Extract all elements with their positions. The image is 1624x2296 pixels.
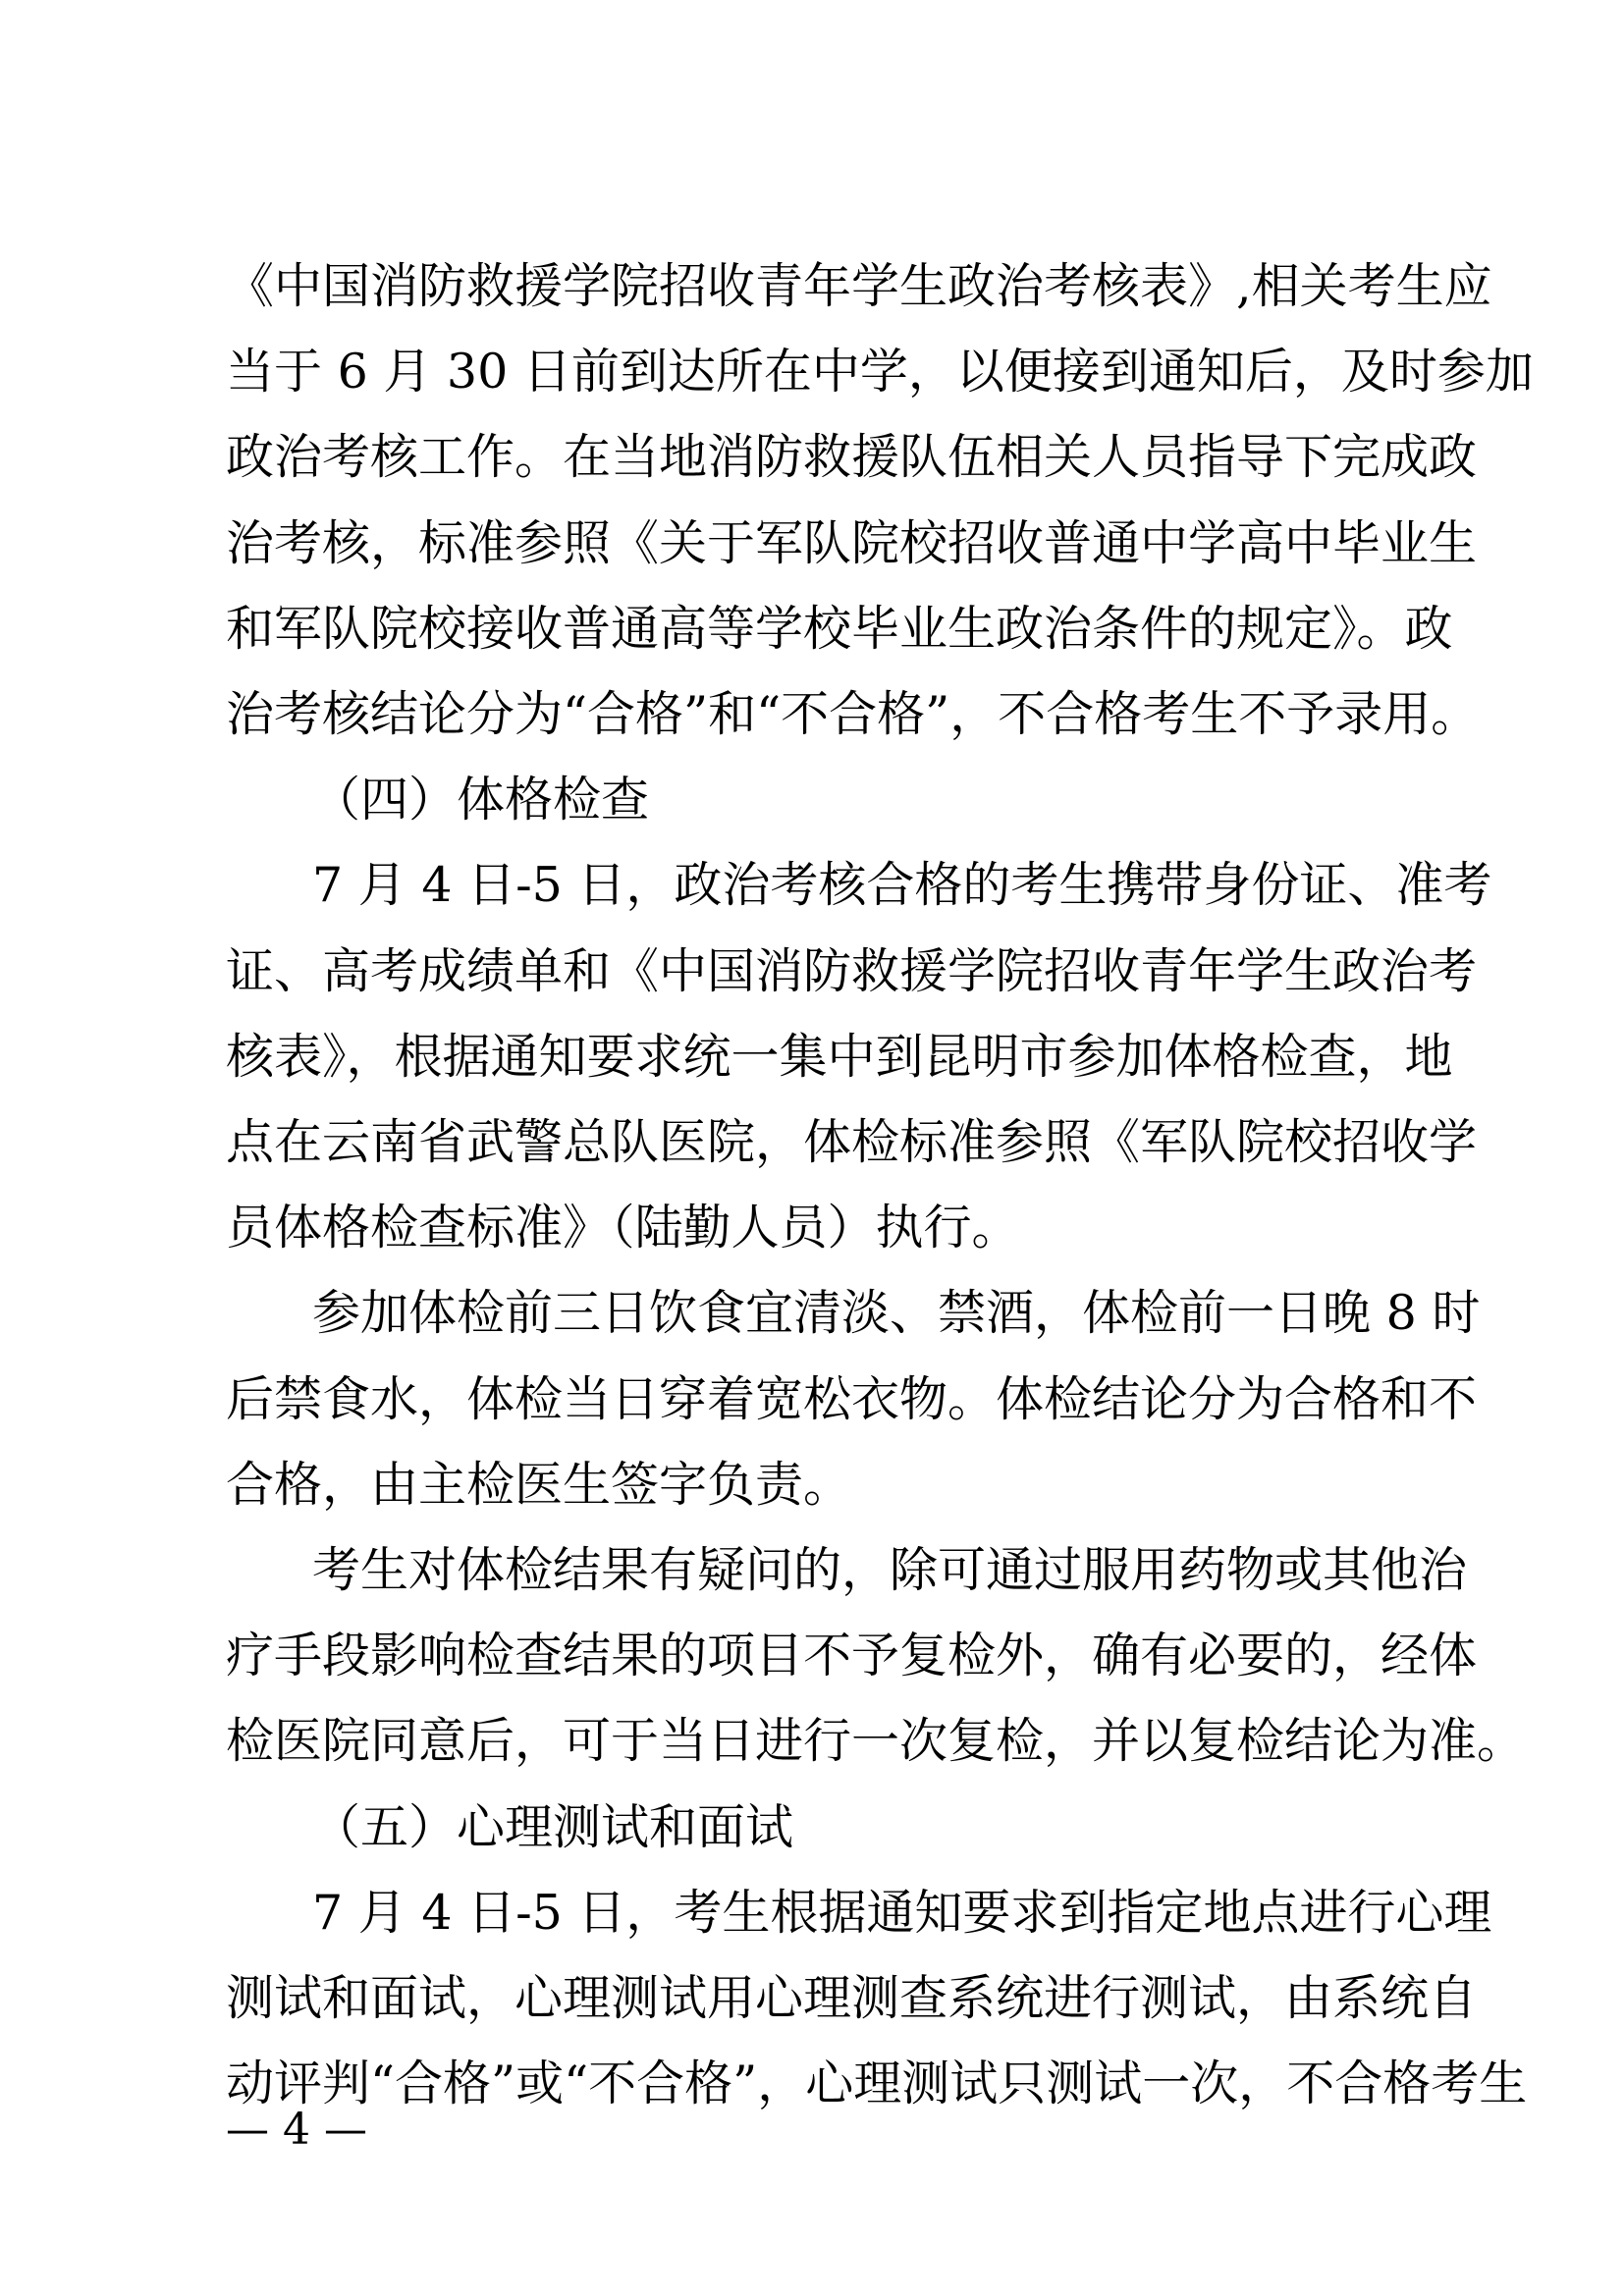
body-text-line: 核表》，根据通知要求统一集中到昆明市参加体格检查，地 bbox=[226, 1029, 1453, 1085]
body-text-line: 点在云南省武警总队医院，体检标准参照《军队院校招收学 bbox=[226, 1114, 1478, 1170]
body-text-line: 当于 6 月 30 日前到达所在中学，以便接到通知后，及时参加 bbox=[226, 344, 1534, 400]
body-text-line: 证、高考成绩单和《中国消防救援学院招收青年学生政治考 bbox=[226, 943, 1478, 999]
section-heading: （五）心理测试和面试 bbox=[312, 1799, 794, 1855]
body-text-line: 合格，由主检医生签字负责。 bbox=[226, 1457, 852, 1513]
body-text-line: 7 月 4 日-5 日，考生根据通知要求到指定地点进行心理 bbox=[312, 1885, 1492, 1941]
body-text-line: 疗手段影响检查结果的项目不予复检外，确有必要的，经体 bbox=[226, 1628, 1478, 1683]
body-text-line: 员体格检查标准》（陆勤人员）执行。 bbox=[226, 1200, 1020, 1255]
body-text-line: 考生对体检结果有疑问的，除可通过服用药物或其他治 bbox=[312, 1542, 1468, 1598]
body-text-line: 检医院同意后，可于当日进行一次复检，并以复检结论为准。 bbox=[226, 1713, 1526, 1769]
body-text-line: 参加体检前三日饮食宜清淡、禁酒，体检前一日晚 8 时 bbox=[312, 1285, 1481, 1341]
body-text-line: 后禁食水，体检当日穿着宽松衣物。体检结论分为合格和不 bbox=[226, 1371, 1478, 1427]
body-text-line: 《中国消防救援学院招收青年学生政治考核表》,相关考生应 bbox=[226, 258, 1492, 314]
section-heading: （四）体格检查 bbox=[312, 772, 650, 828]
body-text-line: 7 月 4 日-5 日，政治考核合格的考生携带身份证、准考 bbox=[312, 857, 1492, 913]
body-text-line: 治考核，标准参照《关于军队院校招收普通中学高中毕业生 bbox=[226, 515, 1478, 571]
body-text-line: 治考核结论分为“合格”和“不合格”，不合格考生不予录用。 bbox=[226, 686, 1480, 742]
body-text-line: 测试和面试，心理测试用心理测查系统进行测试，由系统自 bbox=[226, 1970, 1478, 2026]
body-text-line: 和军队院校接收普通高等学校毕业生政治条件的规定》。政 bbox=[226, 601, 1453, 657]
body-text-line: 政治考核工作。在当地消防救援队伍相关人员指导下完成政 bbox=[226, 429, 1478, 485]
body-text-line: 动评判“合格”或“不合格”，心理测试只测试一次，不合格考生 bbox=[226, 2056, 1528, 2111]
page-number: — 4 — bbox=[226, 2105, 367, 2155]
